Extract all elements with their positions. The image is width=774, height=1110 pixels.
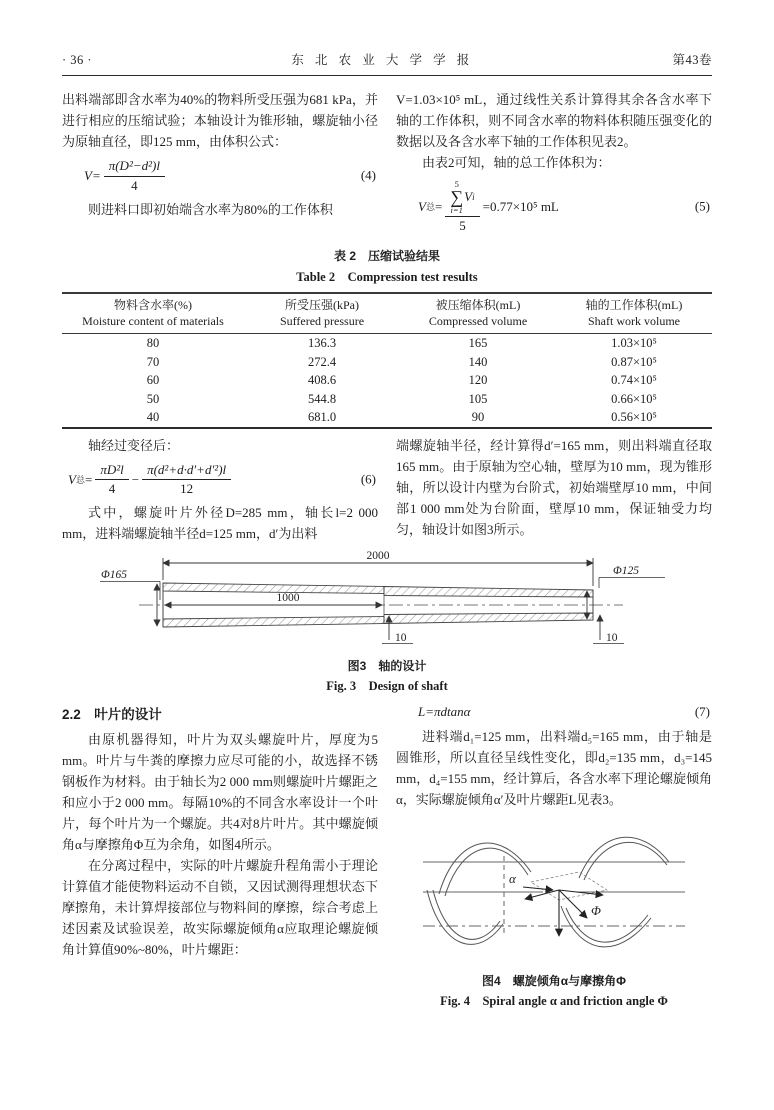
subscript: 总 [425,201,435,212]
phi-label: Φ [591,903,601,919]
paragraph: 式中，螺旋叶片外径D=285 mm，轴长l=2 000 mm，进料端螺旋轴半径d=125 mm，d′为出料 [62,505,378,542]
phi-right-label: Φ125 [613,565,640,578]
paragraph: 在分离过程中，实际的叶片螺旋升程角需小于理论计算值才能使物料运动不自锁，又因试测得理想状态下摩擦角，未计算焊接部位与物料间的摩擦，综合考虑上述因素及试验误差，故实际螺旋倾角α应取理论螺旋倾角计算值90%~80%，叶片螺距： [62,858,378,958]
table-cell: 0.66×10⁵ [611,391,657,406]
table-cell: 40 [146,410,160,425]
left-column-top [62,89,378,239]
table-cell: 272.4 [307,354,337,369]
paragraph: V=1.03×10⁵ mL，通过线性关系计算得其余各含水率下轴的工作体积，则不同含水率的物料体积随压强变化的数据以及各含水率下轴的工作体积见表2。 [396,92,712,149]
right-column-middle [396,435,712,545]
table-header-row [62,293,712,334]
equation-lhs: V [418,198,426,214]
row-bottom [62,695,712,1008]
journal-title: 东 北 农 业 大 学 学 报 [291,53,474,67]
paragraph: 进料端d₁=125 mm，出料端d₅=165 mm，由于轴是圆锥形，所以直径呈线性变化，即d₂=135 mm，d₃=145 mm，d₄=155 mm，经计算后，各含水率下理论螺旋倾角α，实际螺旋倾角α′及叶片螺距L见表3。 [396,729,712,808]
column-header: 所受压强(kPa) Suffered pressure [279,298,365,329]
equation-lhs: V= [84,167,101,183]
fraction: $\frac{\text{πD²l}}{4}$ [95,463,128,498]
section-heading: 2.2 叶片的设计 [62,707,162,723]
sum-variable: V [464,188,473,204]
column-header: 被压缩体积(mL) Compressed volume [428,298,528,329]
phi-right-leader [599,578,665,589]
sum-lower-limit: i=1 [450,204,463,215]
table-cell: 50 [146,391,160,406]
table-cell: 90 [471,410,485,425]
table-cell: 408.6 [307,373,337,388]
shaft-design-figure [73,550,701,652]
column-header: 轴的工作体积(mL) Shaft work volume [585,298,683,329]
inclined-plane-sketch [531,872,607,900]
sum-upper-limit: 5 [454,179,459,189]
paragraph: 端螺旋轴半径，经计算得d′=165 mm，则出料端直径取165 mm。由于原轴为空心轴，壁厚为10 mm，现为锥形轴，所以设计内壁为台阶式，初始端壁厚10 mm，中间部1 000 mm处为台阶面，壁厚10 mm，保证轴受力均匀，轴设计如图3所示。 [396,437,712,537]
dim-2000-label: 2000 [366,550,390,563]
row-middle [62,435,712,545]
equals-sign: = [84,471,93,487]
table-cell: 0.56×10⁵ [611,410,657,425]
table-cell: 70 [146,354,160,369]
subscript: i [472,191,475,202]
equation-number: (7) [694,704,710,720]
table-caption-zh: 表 2 压缩试验结果 [333,249,440,264]
table-cell: 544.8 [307,391,337,406]
table-2-block [62,247,712,429]
paragraph: 由表2可知，轴的总工作体积为： [422,155,611,170]
table-row [62,408,712,428]
phi-left-label: Φ165 [101,569,128,582]
phi-left-leader [100,582,160,601]
equation-4 [62,159,378,194]
right-column-bottom [396,695,712,1008]
table-cell: 80 [146,336,160,351]
table-cell: 0.74×10⁵ [611,373,657,388]
fraction: $\frac{\text{π(D²−d²)l}}{4}$ [104,159,165,194]
compression-test-table [62,292,712,429]
table-cell: 60 [146,373,160,388]
table-cell: 140 [468,354,488,369]
equation-6 [62,463,378,498]
figure-3-block [62,550,712,693]
summation [450,180,463,214]
table-cell: 0.87×10⁵ [611,354,657,369]
paragraph: 由原机器得知，叶片为双头螺旋叶片，厚度为5 mm。叶片与牛粪的摩擦力应尽可能的小，故选择不锈钢板作为材料。由于轴长为2 000 mm则螺旋叶片螺距之和应小于2 000 mm。每隔10%的不同含水率设计一个叶片，每个叶片为一个螺旋。共4对8片叶片。其中螺旋倾角α与摩擦角Φ互为余角，如图4所示。 [62,732,378,853]
equation-body: L=πdtanα [418,704,471,720]
table-row [62,371,712,390]
equation-number: (6) [360,471,376,487]
table-row [62,353,712,372]
left-column-middle [62,435,378,545]
subscript: 总 [75,474,85,485]
volume-label: 第43卷 [672,53,712,67]
figure-4-caption-en: Fig. 4 Spiral angle α and friction angle Φ [440,993,668,1008]
paragraph: 轴经过变径后： [88,437,180,453]
paragraph: 出料端部即含水率为40%的物料所受压强为681 kPa，并进行相应的压缩试验；本轴设计为锥形轴，螺旋轴小径为原轴直径，即125 mm，由体积公式： [62,92,378,149]
sigma-symbol: ∑ [450,186,464,207]
right-column-top [396,89,712,239]
table-cell: 136.3 [307,336,337,351]
equation-result: =0.77×10⁵ mL [482,198,559,214]
table-cell: 1.03×10⁵ [611,336,657,351]
column-header: 物料含水率(%) Moisture content of materials [82,298,224,329]
dimension-2000 [163,558,593,586]
table-row [62,334,712,353]
equation-7 [396,701,712,722]
figure-3-caption-en: Fig. 3 Design of shaft [326,678,448,693]
fraction: $\frac{\text{π(d²+d·d′+d′²)l}}{12}$ [142,463,231,498]
page-body [62,76,712,1008]
table-row [62,390,712,409]
wall-thickness-end-label: 10 [606,632,618,645]
dim-1000-label: 1000 [276,592,300,605]
left-column-bottom [62,695,378,1008]
row-top [62,89,712,239]
figure-3-caption-zh: 图3 轴的设计 [347,659,427,674]
paragraph: 则进料口即初始端含水率为80%的工作体积 [88,201,333,217]
equals-sign: = [434,198,443,214]
table-cell: 165 [468,336,488,351]
wall-thickness-step-label: 10 [395,632,407,645]
alpha-label: α [509,871,516,887]
running-header [62,0,712,68]
figure-4-block [396,820,712,1008]
equation-number: (5) [694,198,710,214]
minus-sign: − [131,471,140,487]
equation-5 [396,180,712,234]
figure-4-caption-zh: 图4 螺旋倾角α与摩擦角Φ [482,974,626,989]
spiral-angle-figure [411,820,697,966]
table-cell: 105 [468,391,488,406]
table-cell: 120 [468,373,488,388]
equation-lhs: V [68,471,76,487]
table-caption-en: Table 2 Compression test results [296,270,478,285]
equation-number: (4) [360,167,376,183]
page-number: · 36 · [62,53,93,67]
fraction: 5 ∑ i=1 V i 5 [445,180,479,234]
table-cell: 681.0 [307,410,337,425]
